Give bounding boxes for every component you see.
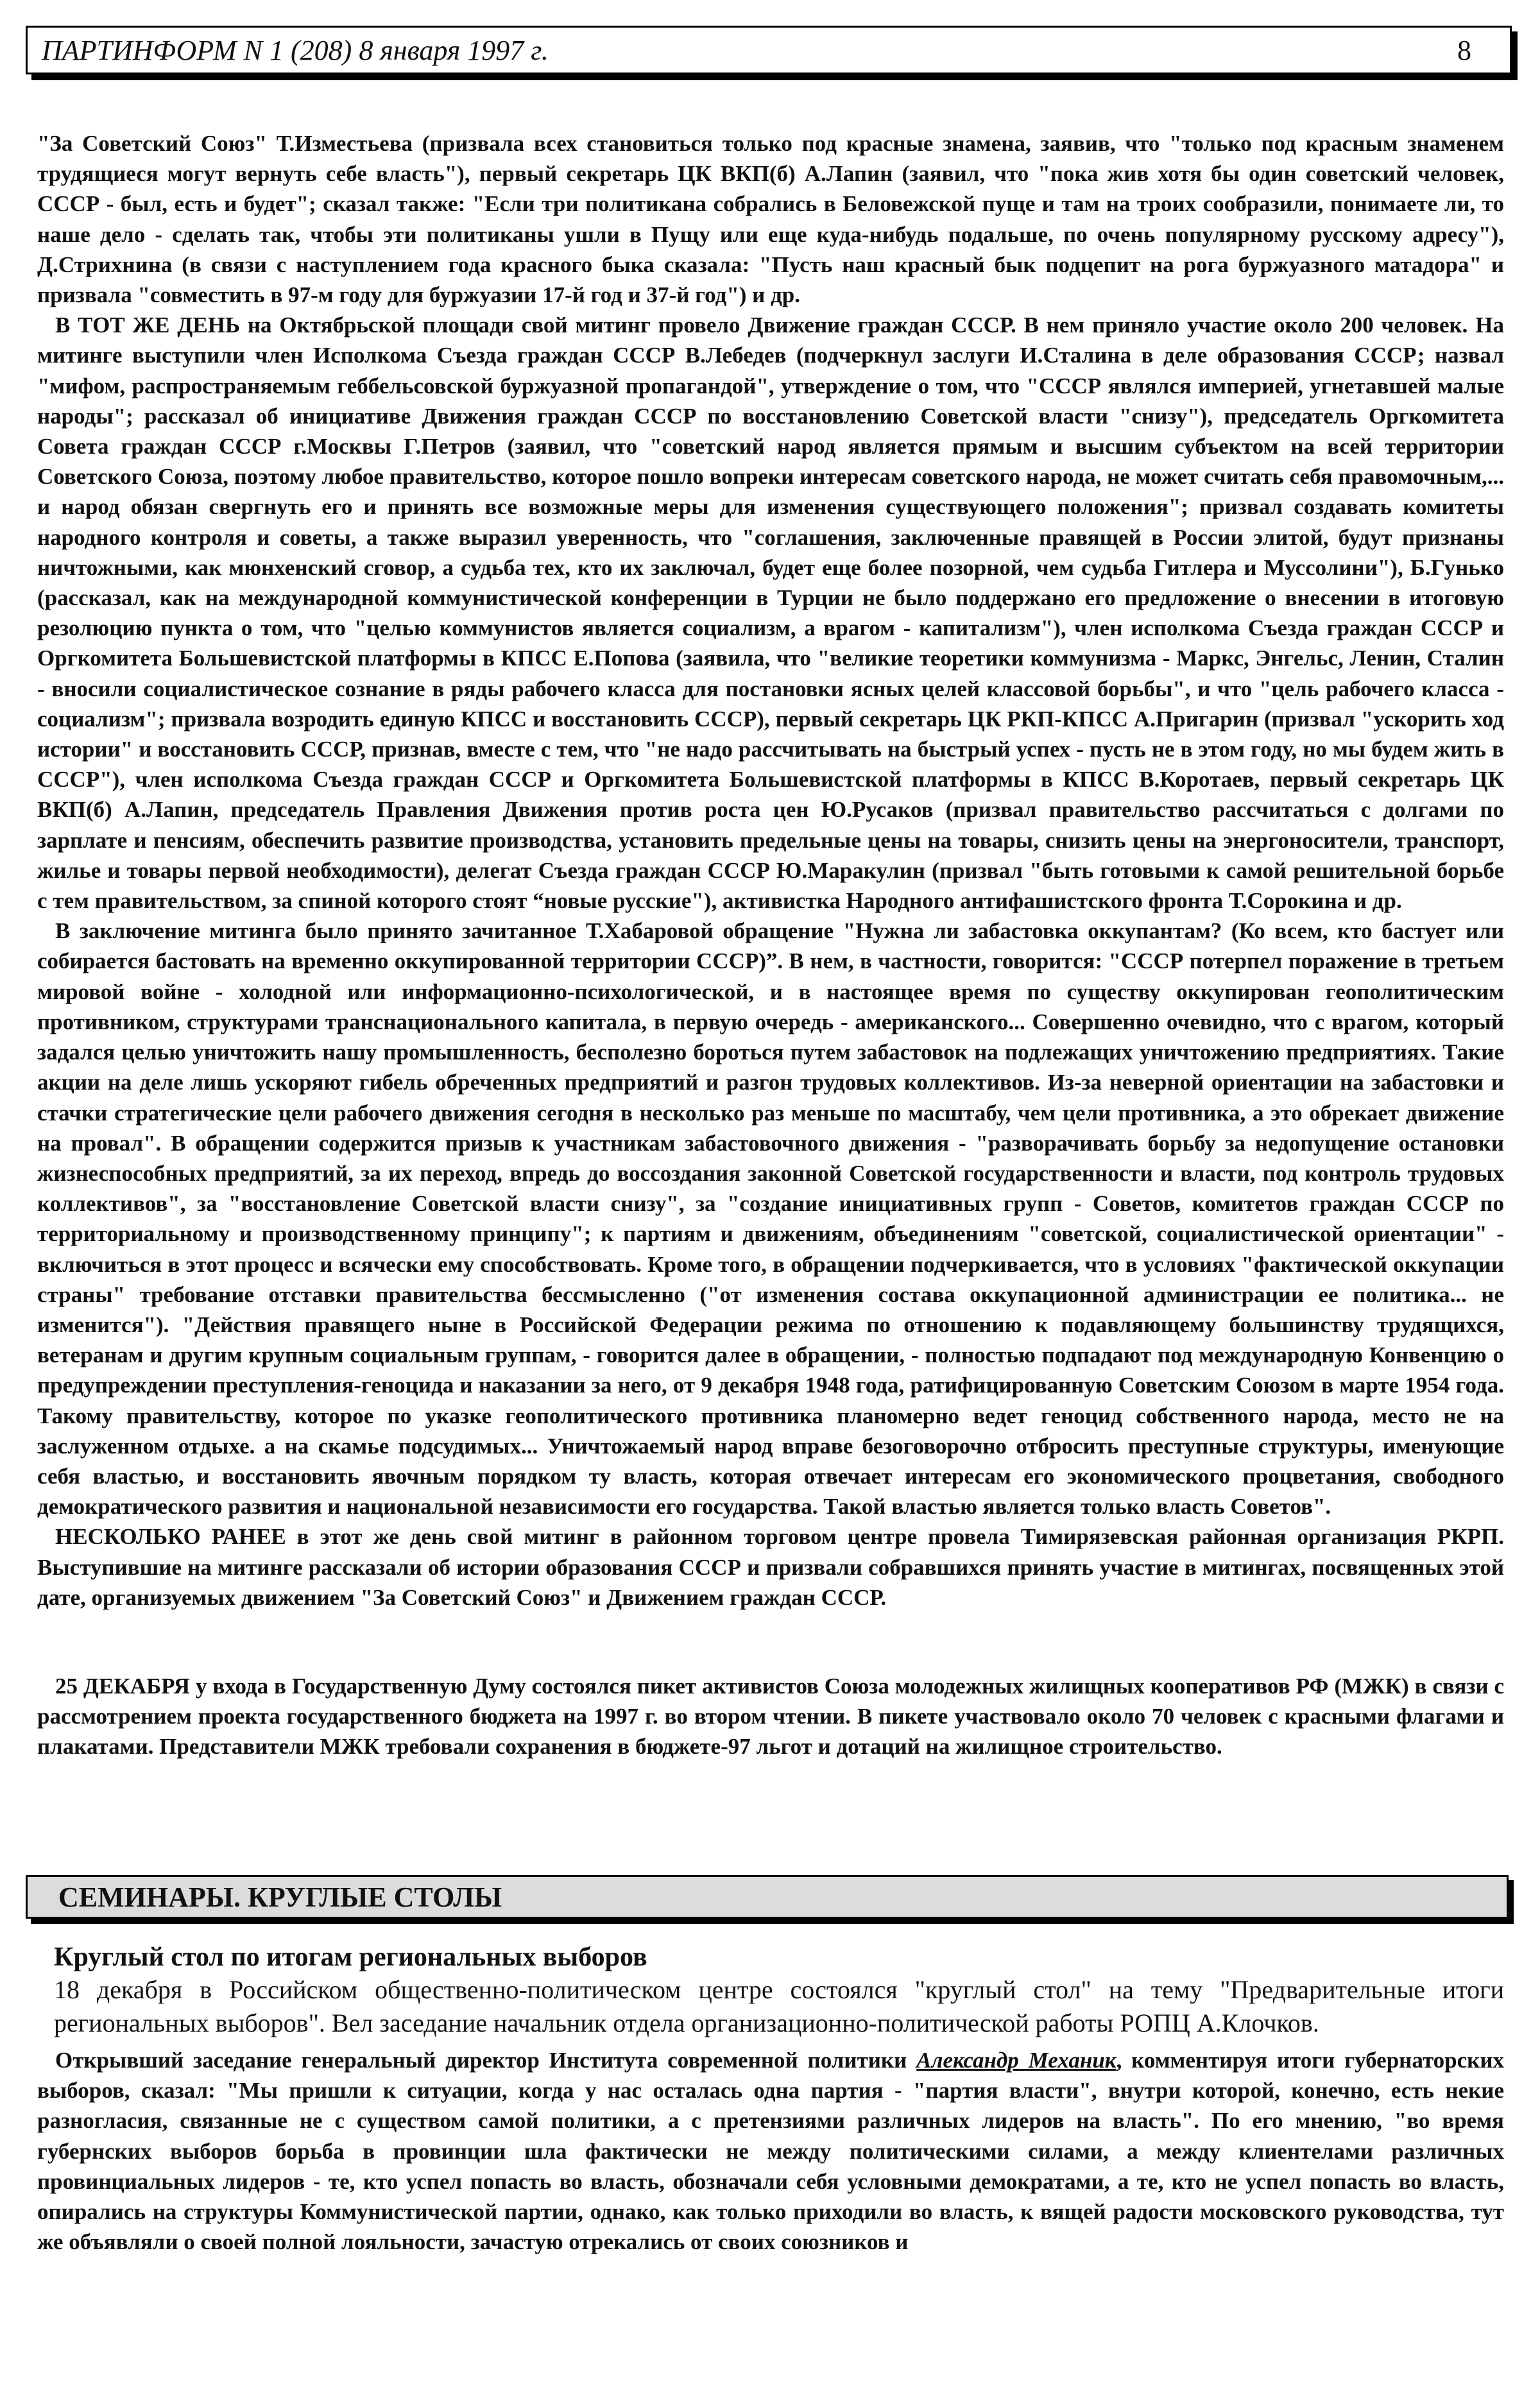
paragraph: 25 ДЕКАБРЯ у входа в Государственную Думу состоялся пикет активистов Союза молодежных жилищных кооперативов РФ (МЖК) в связи с рассмотрением проекта государственного бюджета на 1997 г. во втором чтении. В пикете участвовало около 70 человек с красными флагами и плакатами. Представители МЖК требовали сохранения в бюджете-97 льгот и дотаций на жилищное строительство.: [37, 1674, 1504, 1760]
page-number: 8: [1457, 35, 1471, 66]
body-text-start: Открывший заседание генеральный директор Института современной политики: [55, 2048, 917, 2073]
article-lead: [54, 1973, 1504, 2040]
duma-picket-report: [37, 1671, 1504, 1762]
body-text-rest: , комментируя итоги губернаторских выборов, сказал: "Мы пришли к ситуации, когда у нас осталась одна партия - "партия власти", внутри которой, конечно, есть некие разногласия, связанные не с существом самой политики, а с претензиями различных лидеров на власть". По его мнению, "во время губернских выборов борьба в провинции шла фактически не между политическими силами, а между клиентелами различных провинциальных лидеров - те, кто успел попасть во власть, обозначали себя условными демократами, а те, кто не успел попасть во власть, опирались на структуры Коммунистической партии, однако, как только приходили во власть, к вящей радости московского руководства, тут же объявляли о своей полной лояльности, зачастую отрекались от своих союзников и: [37, 2048, 1505, 2255]
paragraph: НЕСКОЛЬКО РАНЕЕ в этот же день свой митинг в районном торговом центре провела Тимирязевская районная организация РКРП. Выступившие на митинге рассказали об истории образования СССР и призвали собравшихся принять участие в митингах, посвященных этой дате, организуемых движением "За Советский Союз" и Движением граждан СССР.: [37, 1524, 1504, 1610]
speaker-name-link[interactable]: Александр Механик: [916, 2048, 1116, 2073]
paragraph: [37, 2045, 1504, 2257]
page-header: [26, 26, 1512, 74]
paragraph: "За Советский Союз" Т.Изместьева (призвала всех становиться только под красные знамена, заявив, что "только под красным знаменем трудящиеся могут вернуть себе власть"), первый секретарь ЦК ВКП(б) А.Лапин (заявил, что "пока жив хотя бы один советский человек, СССР - был, есть и будет"; сказал также: "Если три политикана собрались в Беловежской пуще и там на троих сообразили, понимаете ли, то наше дело - сделать так, чтобы эти политиканы ушли в Пущу или еще куда-нибудь подальше, по очень популярному русскому адресу"), Д.Стрихнина (в связи с наступлением года красного быка сказала: "Пусть наш красный бык подцепит на рога буржуазного матадора" и призвала "совместить в 97-м году для буржуазии 17-й год и 37-й год") и др.: [37, 131, 1504, 308]
main-article-text: [37, 128, 1504, 1613]
paragraph: В заключение митинга было принято зачитанное Т.Хабаровой обращение "Нужна ли забастовка оккупантам? (Ко всем, кто бастует или собирается бастовать на временно оккупированной территории СССР)”. В нем, в частности, говорится: "СССР потерпел поражение в третьем мировой войне - холодной или информационно-психологической, и в настоящее время по существу оккупирован геополитическим противником, структурами транснационального капитала, в первую очередь - американского... Совершенно очевидно, что с врагом, который задался целью уничтожить нашу промышленность, бесполезно бороться путем забастовок на подлежащих уничтожению предприятиях. Такие акции на деле лишь ускоряют гибель обреченных предприятий и разгон трудовых коллективов. Из-за неверной ориентации на забастовки и стачки стратегические цели рабочего движения сегодня в несколько раз меньше по масштабу, чем цели противника, а это обрекает движение на провал". В обращении содержится призыв к участникам забастовочного движения - "разворачивать борьбу за недопущение остановки жизнеспособных предприятий, за их переход, впредь до воссоздания законной Советской государственности и власти, под контроль трудовых коллективов", за "восстановление Советской власти снизу", за "создание инициативных групп - Советов, комитетов граждан СССР по территориальному и производственному принципу"; к партиям и движениям, объединениям "советской, социалистической ориентации" - включиться в этот процесс и всячески ему способствовать. Кроме того, в обращении подчеркивается, что в условиях "фактической оккупации страны" требование отставки правительства бессмысленно ("от изменения состава оккупационной администрации ее политика... не изменится"). "Действия правящего ныне в Российской Федерации режима по отношению к подавляющему большинству трудящихся, ветеранам и другим крупным социальным группам, - говорится далее в обращении, - полностью подпадают под международную Конвенцию о предупреждении преступления-геноцида и наказании за него, от 9 декабря 1948 года, ратифицированную Советским Союзом в марте 1954 года. Такому правительству, которое по указке геополитического противника планомерно ведет геноцид собственного народа, место не на заслуженном отдыхе. а на скамье подсудимых... Уничтожаемый народ вправе безоговорочно отбросить преступные структуры, именующие себя властью, и восстановить явочным порядком ту власть, которая отвечает интересам его экономического процветания, свободного демократического развития и национальной независимости его государства. Такой властью является только власть Советов".: [37, 918, 1504, 1520]
section-title: СЕМИНАРЫ. КРУГЛЫЕ СТОЛЫ: [58, 1881, 502, 1913]
lead-paragraph: 18 декабря в Российском общественно-политическом центре состоялся "круглый стол" на тему "Предварительные итоги региональных выборов". Вел заседание начальник отдела организационно-политической работы РОПЦ А.Клочков.: [54, 1975, 1504, 2037]
article-title: Круглый стол по итогам региональных выборов: [54, 1942, 647, 1972]
paragraph: В ТОТ ЖЕ ДЕНЬ на Октябрьской площади свой митинг провело Движение граждан СССР. В нем приняло участие около 200 человек. На митинге выступили член Исполкома Съезда граждан СССР В.Лебедев (подчеркнул заслуги И.Сталина в деле образования СССР; назвал "мифом, распространяемым геббельсовской буржуазной пропагандой", утверждение о том, что "СССР являлся империей, угнетавшей малые народы"; рассказал об инициативе Движения граждан СССР по восстановлению Советской власти "снизу"), председатель Оргкомитета Совета граждан СССР г.Москвы Г.Петров (заявил, что "советский народ является прямым и высшим субъектом на всей территории Советского Союза, поэтому любое правительство, которое пошло вопреки интересам советского народа, не может считать себя правомочным,... и народ обязан свергнуть его и принять все возможные меры для изменения существующего положения"; призвал создавать комитеты народного контроля и советы, а также выразил уверенность, что "соглашения, заключенные правящей в России элитой, будут признаны ничтожными, как мюнхенский сговор, а судьба тех, кто их заключал, будет еще более позорной, чем судьба Гитлера и Муссолини"), Б.Гунько (рассказал, как на международной коммунистической конференции в Турции не было поддержано его предложение о внесении в итоговую резолюцию пункта о том, что "целью коммунистов является социализм, а врагом - капитализм"), член исполкома Съезда граждан СССР и Оргкомитета Большевистской платформы в КПСС Е.Попова (заявила, что "великие теоретики коммунизма - Маркс, Энгельс, Ленин, Сталин - вносили социалистическое сознание в ряды рабочего класса для постановки ясных целей классовой борьбы", и что "цель рабочего класса - социализм"; призвала возродить единую КПСС и восстановить СССР), первый секретарь ЦК РКП-КПСС А.Пригарин (призвал "ускорить ход истории" и восстановить СССР, признав, вместе с тем, что "не надо рассчитывать на быстрый успех - пусть не в этом году, но мы будем жить в СССР"), член исполкома Съезда граждан СССР и Оргкомитета Большевистской платформы в КПСС В.Коротаев, первый секретарь ЦК ВКП(б) А.Лапин, председатель Правления Движения против роста цен Ю.Русаков (призвал правительство рассчитаться с долгами по зарплате и пенсиям, обеспечить развитие производства, установить предельные цены на товары, снизить цены на энергоносители, транспорт, жилье и товары первой необходимости), делегат Съезда граждан СССР Ю.Маракулин (призвал "быть готовыми к самой решительной борьбе с тем правительством, за спиной которого стоят “новые русские"), активистка Народного антифашистского фронта Т.Сорокина и др.: [37, 313, 1504, 914]
section-banner: [26, 1875, 1509, 1919]
publication-title: ПАРТИНФОРМ N 1 (208) 8 января 1997 г.: [42, 35, 549, 66]
article-body: [37, 2045, 1504, 2257]
